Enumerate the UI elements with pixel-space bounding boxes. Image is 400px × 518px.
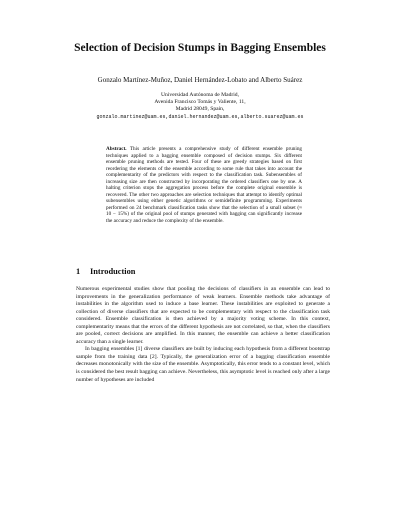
affiliation-line-2: Avenida Francisco Tomás y Valiente, 11, (154, 99, 246, 106)
author-emails: gonzalo.martinez@uam.es,daniel.hernandez@uam.es,alberto.suarez@uam.es (96, 113, 304, 120)
section-heading (76, 267, 135, 277)
section-title: Introduction (90, 267, 136, 276)
paper-title: Selection of Decision Stumps in Bagging Ensembles (74, 42, 326, 54)
abstract-label: Abstract. (106, 146, 127, 152)
author-list: Gonzalo Martínez-Muñoz, Daniel Hernández-Lobato and Alberto Suárez (97, 76, 303, 84)
abstract (106, 146, 302, 224)
body-paragraph: Numerous experimental studies show that pooling the decisions of classifiers in an ensemble can lead to improvements in the generalization performance of weak learners. Ensemble methods take advantage of instabilities in the algorithm used to induce a base learner. These instabilities are exploited to generate a collection of diverse classifiers that are expected to be complementary with respect to the classification task considered. Ensemble classification is then achieved by a majority voting scheme. In this context, complementarity means that the errors of the different hypothesis are not correlated, so that, when the classifiers are pooled, correct decisions are amplified. In this manner, the ensemble can achieve a better classification accuracy than a single learner. (76, 286, 330, 345)
section-body (76, 286, 330, 384)
affiliation-line-3: Madrid 28049, Spain, (175, 106, 225, 113)
affiliation-block (30, 92, 370, 121)
affiliation-line-1: Universidad Autónoma de Madrid, (161, 92, 239, 98)
body-paragraph: In bagging ensembles [1] diverse classifiers are built by inducing each hypothesis from a different bootstrap sample from the training data [2]. Typically, the generalization error of a bagging classification ensemble decreases monotonically with the size of the ensemble. Asymptotically, this error tends to a constant level, which is considered the best result bagging can achieve. Nevertheless, this asymptotic level is reached only after a large number of hypotheses are included (76, 346, 330, 383)
section-number: 1 (76, 267, 81, 276)
abstract-text: This article presents a comprehensive study of different ensemble pruning techniques applied to a bagging ensemble composed of decision stumps. Six different ensemble pruning methods are tested. Four of these are greedy strategies based on first reordering the elements of the ensemble according to some rule that takes into account the complementarity of the predictors with respect to the classification task. Subensembles of increasing size are then constructed by incorporating the ordered classifiers one by one. A halting criterion stops the aggregation process before the complete original ensemble is recovered. The other two approaches are selection techniques that attempt to identify optimal subensembles using either genetic algorithms or semidefinite programming. Experiments performed on 24 benchmark classification tasks show that the selection of a small subset (≈ 10 − 15%) of the original pool of stumps generated with bagging can significantly increase the accuracy and reduce the complexity of the ensemble. (106, 146, 303, 224)
